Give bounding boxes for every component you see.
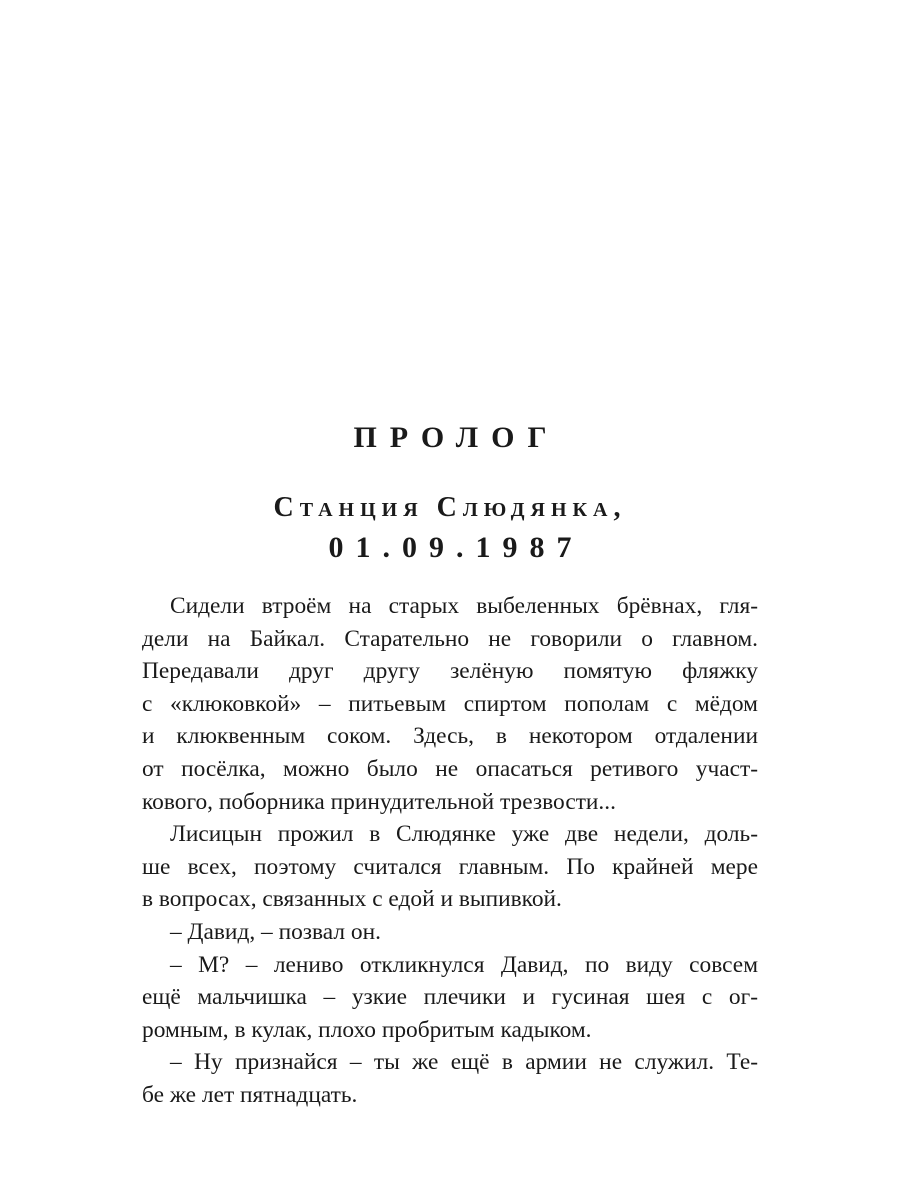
subtitle-location: Станция Слюдянка,: [273, 492, 627, 523]
text-line: Сидели втроём на старых выбеленных брёвнах, гля-: [170, 593, 758, 619]
text-line: и клюквенным соком. Здесь, в некотором отдалении: [142, 723, 758, 750]
text-line: от посёлка, можно было не опасаться ретивого участ-: [142, 755, 758, 782]
text-line: кового, поборника принудительной трезвости...: [142, 788, 616, 815]
subtitle-date: 01.09.1987: [328, 531, 584, 564]
text-line: Передавали друг другу зелёную помятую фляжку: [142, 658, 758, 685]
text-line: в вопросах, связанных с едой и выпивкой.: [142, 886, 562, 913]
text-line: ше всех, поэтому считался главным. По крайней мере: [142, 853, 758, 880]
paragraph: [142, 949, 758, 1047]
text-line: – Ну признайся – ты же ещё в армии не служил. Те-: [170, 1049, 758, 1076]
text-line: ромным, в кулак, плохо пробритым кадыком.: [142, 1016, 592, 1043]
text-line: – М? – лениво откликнулся Давид, по виду совсем: [170, 951, 758, 978]
paragraph: [142, 818, 758, 916]
paragraph: [142, 916, 758, 949]
text-line: – Давид, – позвал он.: [170, 918, 381, 945]
body-text: [142, 590, 758, 1112]
paragraph: [142, 590, 758, 818]
text-line: Лисицын прожил в Слюдянке уже две недели, доль-: [170, 821, 758, 848]
text-line: с «клюковкой» – питьевым спиртом пополам с мёдом: [142, 690, 758, 717]
chapter-title: ПРОЛОГ: [353, 421, 560, 454]
text-line: дели на Байкал. Старательно не говорили о главном.: [142, 625, 758, 652]
paragraph: [142, 1046, 758, 1111]
chapter-subtitle: [0, 488, 900, 568]
text-line: ещё мальчишка – узкие плечики и гусиная шея с ог-: [142, 984, 758, 1011]
text-line: бе же лет пятнадцать.: [142, 1081, 358, 1108]
